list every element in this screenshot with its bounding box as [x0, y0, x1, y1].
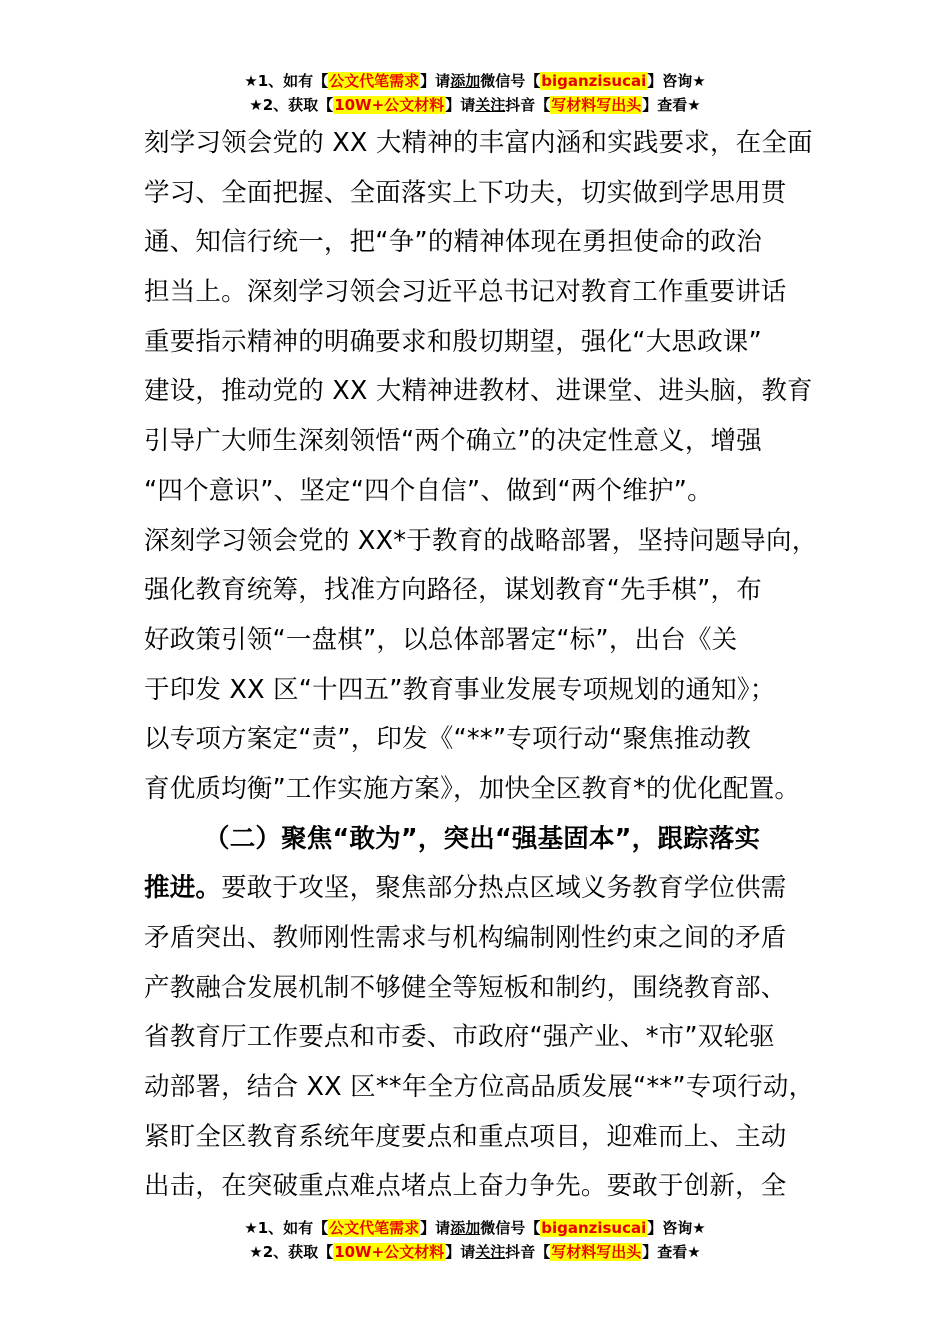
- banner-text: 】查看★: [642, 1243, 701, 1261]
- banner-line-1: [0, 69, 950, 93]
- footer-banner: [0, 1216, 950, 1264]
- banner-text: 抖音【: [505, 1243, 551, 1261]
- body-line: 省教育厅工作要点和市委、市政府“强产业、*市”双轮驱: [144, 1022, 775, 1053]
- banner-text: ★1、如有【: [244, 1219, 329, 1237]
- banner-highlight-wechat-id: biganzisucai: [541, 72, 647, 90]
- banner-text: 微信号【: [480, 72, 541, 90]
- banner-highlight: 公文代笔需求: [329, 72, 420, 90]
- body-line: 强化教育统筹，找准方向路径，谋划教育“先手棋”，布: [144, 575, 762, 606]
- banner-highlight: 10W+公文材料: [334, 96, 445, 114]
- banner-underline-text: 关注: [475, 96, 506, 114]
- document-body: [144, 119, 824, 1212]
- body-line: 刻学习领会党的 XX 大精神的丰富内涵和实践要求，在全面: [144, 128, 813, 158]
- section-heading: （二）聚焦“敢为”，突出“强基固本”，跟踪落实: [204, 823, 761, 854]
- banner-underline-text: 添加: [450, 72, 481, 90]
- banner-text: ★1、如有【: [244, 72, 329, 90]
- body-line: 动部署，结合 XX 区**年全方位高品质发展“**”专项行动，: [144, 1072, 815, 1103]
- body-text-segment: 要敢于攻坚，聚焦部分热点区域义务教育学位供需: [221, 873, 787, 904]
- banner-line-2: [0, 93, 950, 117]
- body-line: 引导广大师生深刻领悟“两个确立”的决定性意义，增强: [144, 426, 762, 457]
- banner-underline-text: 关注: [475, 1243, 506, 1261]
- banner-text: 】咨询★: [647, 1219, 706, 1237]
- body-line: 紧盯全区教育系统年度要点和重点项目，迎难而上、主动: [144, 1121, 787, 1152]
- banner-text: 抖音【: [505, 96, 551, 114]
- section-heading-continuation: 推进。: [144, 873, 222, 904]
- body-line: 深刻学习领会党的 XX*于教育的战略部署，坚持问题导向，: [144, 525, 818, 556]
- banner-text: 】请: [420, 1219, 451, 1237]
- banner-line-2: [0, 1240, 950, 1264]
- body-line: 产教融合发展机制不够健全等短板和制约，围绕教育部、: [144, 972, 787, 1003]
- banner-text: ★2、获取【: [249, 1243, 334, 1261]
- banner-text: 微信号【: [480, 1219, 541, 1237]
- banner-text: 】咨询★: [647, 72, 706, 90]
- banner-line-1: [0, 1216, 950, 1240]
- body-line: 以专项方案定“责”，印发《“**”专项行动“聚焦推动教: [144, 724, 751, 755]
- body-line: [144, 864, 824, 914]
- banner-text: 】请: [420, 72, 451, 90]
- header-banner: [0, 69, 950, 117]
- banner-highlight-douyin-id: 写材料写出头: [551, 1243, 642, 1261]
- body-line: 重要指示精神的明确要求和殷切期望，强化“大思政课”: [144, 326, 762, 357]
- body-line: 矛盾突出、教师刚性需求与机构编制刚性约束之间的矛盾: [144, 923, 787, 953]
- body-line: 通、知信行统一，把“争”的精神体现在勇担使命的政治: [144, 227, 762, 258]
- body-line: 好政策引领“一盘棋”，以总体部署定“标”，出台《关: [144, 624, 738, 655]
- body-line: 育优质均衡”工作实施方案》，加快全区教育*的优化配置。: [144, 773, 801, 804]
- banner-highlight: 10W+公文材料: [334, 1243, 445, 1261]
- banner-highlight: 公文代笔需求: [329, 1219, 420, 1237]
- banner-highlight-douyin-id: 写材料写出头: [551, 96, 642, 114]
- banner-underline-text: 添加: [450, 1219, 481, 1237]
- banner-text: 】请: [445, 1243, 476, 1261]
- body-line: 建设，推动党的 XX 大精神进教材、进课堂、进头脑，教育: [144, 376, 813, 407]
- body-line: 出击，在突破重点难点堵点上奋力争先。要敢于创新，全: [144, 1171, 787, 1202]
- body-line: 于印发 XX 区“十四五”教育事业发展专项规划的通知》；: [144, 674, 776, 705]
- banner-highlight-wechat-id: biganzisucai: [541, 1219, 647, 1237]
- body-line: 担当上。深刻学习领会习近平总书记对教育工作重要讲话: [144, 277, 787, 308]
- banner-text: ★2、获取【: [249, 96, 334, 114]
- body-line: 学习、全面把握、全面落实上下功夫，切实做到学思用贯: [144, 177, 787, 208]
- banner-text: 】查看★: [642, 96, 701, 114]
- banner-text: 】请: [445, 96, 476, 114]
- body-line: “四个意识”、坚定“四个自信”、做到“两个维护”。: [144, 475, 713, 506]
